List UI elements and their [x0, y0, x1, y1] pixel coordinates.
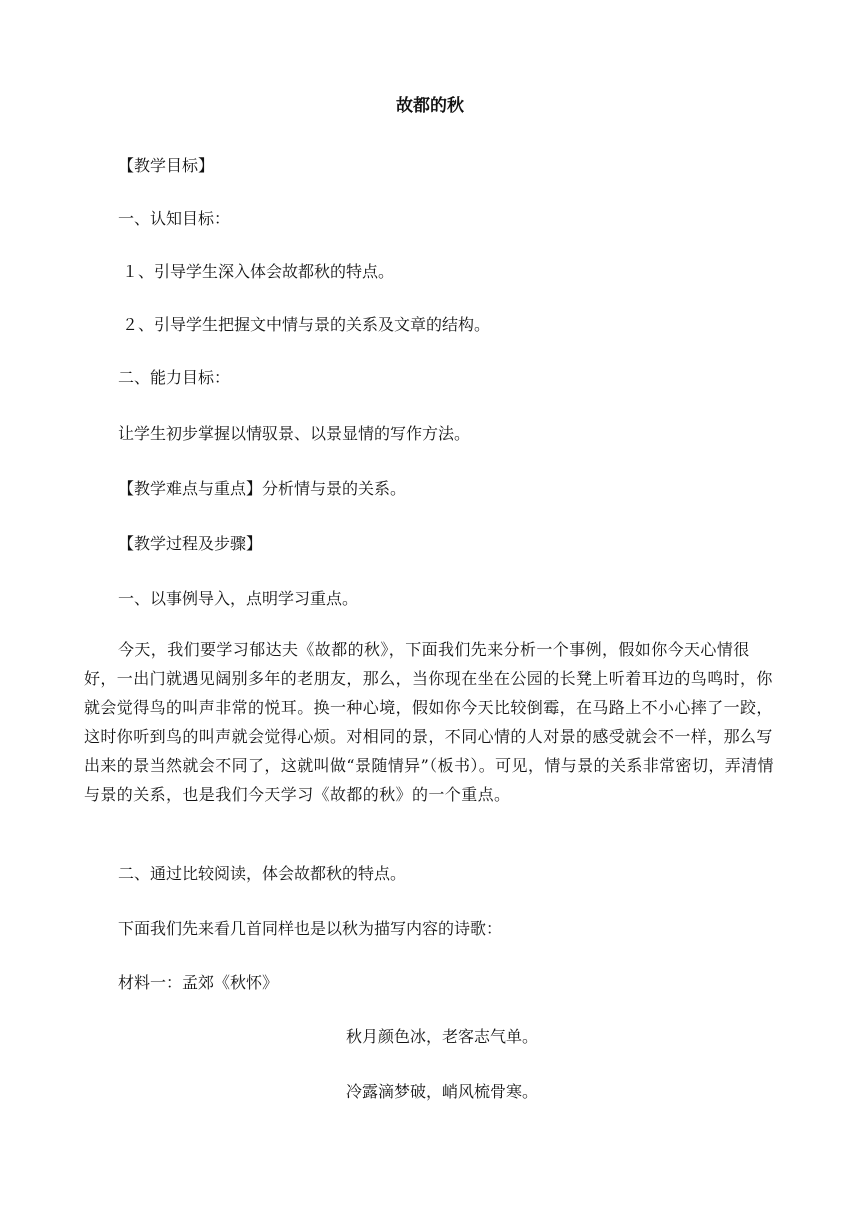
intro-paragraph: 今天，我们要学习郁达夫《故都的秋》，下面我们先来分析一个事例，假如你今天心情很好，一出门就遇见阔别多年的老朋友，那么，当你现在坐在公园的长凳上听着耳边的鸟鸣时，你就会觉得鸟的叫声非常的悦耳。换一种心境，假如你今天比较倒霉，在马路上不小心摔了一跤，这时你听到鸟的叫声就会觉得心烦。对相同的景，不同心情的人对景的感受就会不一样，那么写出来的景当然就会不同了，这就叫做“景随情异”（板书）。可见，情与景的关系非常密切，弄清情与景的关系，也是我们今天学习《故都的秋》的一个重点。 — [84, 640, 774, 804]
ability-goal-text: 让学生初步掌握以情驭景、以景显情的写作方法。 — [118, 424, 471, 443]
step-2-heading: 二、通过比较阅读，体会故都秋的特点。 — [118, 864, 407, 883]
goal-item-1: １、引导学生深入体会故都秋的特点。 — [122, 262, 395, 281]
document-title: 故都的秋 — [396, 96, 464, 116]
section-heading-teaching-goals: 【教学目标】 — [118, 156, 215, 175]
material-1-label: 材料一：孟郊《秋怀》 — [118, 973, 279, 992]
goal-item-2: ２、引导学生把握文中情与景的关系及文章的结构。 — [122, 315, 491, 334]
poem-line-2: 冷露滴梦破，峭风梳骨寒。 — [346, 1082, 539, 1101]
poems-intro: 下面我们先来看几首同样也是以秋为描写内容的诗歌： — [118, 919, 503, 938]
cognitive-goals-heading: 一、认知目标： — [118, 209, 231, 228]
poem-line-1: 秋月颜色冰，老客志气单。 — [346, 1027, 539, 1046]
difficulty-and-focus: 【教学难点与重点】分析情与景的关系。 — [118, 479, 407, 498]
step-1-heading: 一、以事例导入，点明学习重点。 — [118, 589, 359, 608]
ability-goals-heading: 二、能力目标： — [118, 368, 231, 387]
section-heading-process: 【教学过程及步骤】 — [118, 534, 263, 553]
